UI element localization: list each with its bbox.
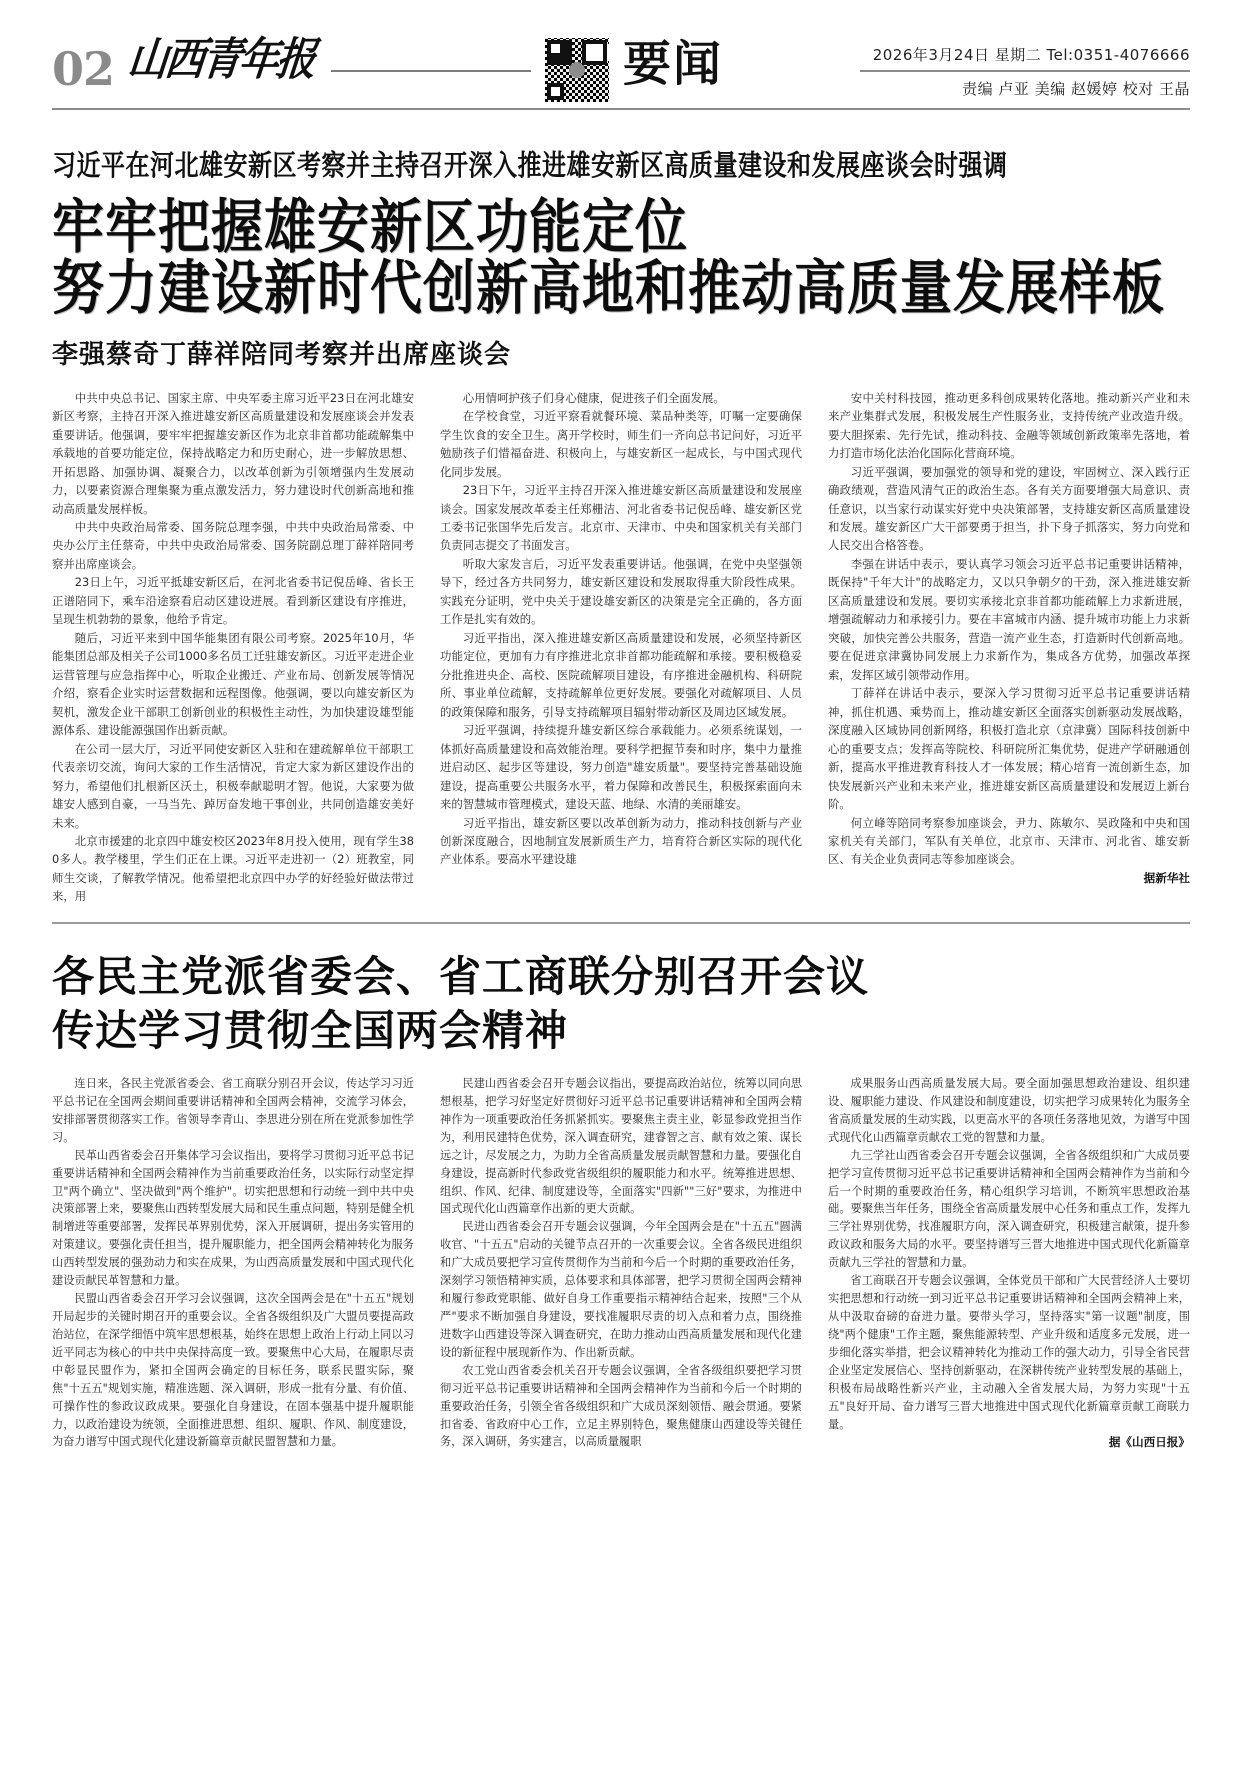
- paragraph: 中共中央政治局常委、国务院总理李强，中共中央政治局常委、中央办公厅主任蔡奇，中共中央政治局常委、国务院副总理丁薛祥陪同考察并出席座谈会。: [52, 520, 414, 571]
- qr-finder-top-right: [590, 40, 607, 57]
- paragraph: 民盟山西省委会召开学习会议强调，这次全国两会是在"十五五"规划开局起步的关键时期召开的重要会议。全省各级组织及广大盟员要提高政治站位，在深学细悟中筑牢思想根基，始终在思想上政治上行动上同以习近平同志为核心的中共中央保持高度一致。要聚焦中心大局，在履职尽责中彰显民盟作为，紧扣全国两会确定的目标任务，联系民盟实际，聚焦"十五五"规划实施，精准选题、深入调研，形成一批有分量、有价值、可操作性的参政议政成果。要强化自身建设，在固本强基中提升履职能力，以政治建设为统领，全面推进思想、组织、履职、作风、制度建设，为奋力谱写中国式现代化建设新篇章贡献民盟智慧和力量。: [52, 1292, 414, 1449]
- paragraph: 连日来，各民主党派省委会、省工商联分别召开会议，传达学习习近平总书记在全国两会期间重要讲话精神和全国两会精神，交流学习体会，安排部署贯彻落实工作。省领导李青山、李思进分别在所在党派参加性学习。: [52, 1077, 414, 1144]
- paragraph: 习近平指出，深入推进雄安新区高质量建设和发展，必须坚持新区功能定位，更加有力有序推进北京非首都功能疏解和承接。要积极稳妥分批推进央企、高校、医院疏解项目建设，有序推进金融机构、科研院所、事业单位疏解，支持疏解单位更好发展。要强化对疏解项目、人员的政策保障和服务，引导支持疏解项目辐射带动新区及周边区域发展。: [440, 630, 802, 719]
- qr-center-logo: [569, 62, 585, 78]
- masthead: [52, 30, 1190, 108]
- article-column-2: [440, 389, 802, 906]
- paragraph: 习近平指出，雄安新区要以改革创新为动力，推动科技创新与产业创新深度融合，因地制宜发展新质生产力，培育符合新区实际的现代化产业体系。要高水平建设雄: [440, 815, 802, 867]
- qr-finder-bottom-left: [547, 83, 564, 100]
- article2-column-2: [440, 1075, 802, 1452]
- article-headline-line-2: 努力建设新时代创新高地和推动高质量发展样板: [52, 254, 1166, 323]
- article-column-3: [828, 389, 1190, 906]
- paragraph: 成果服务山西高质量发展大局。要全面加强思想政治建设、组织建设、履职能力建设、作风建设和制度建设，切实把学习成果转化为服务全省高质量发展的生动实践，以更高水平的各项任务落地见效，为谱写中国式现代化山西篇章贡献农工党的智慧和力量。: [828, 1077, 1190, 1144]
- paragraph: 随后，习近平来到中国华能集团有限公司考察。2025年10月，华能集团总部及相关子公司1000多名员工迁驻雄安新区。习近平走进企业运营管理与应急指挥中心，听取企业搬迁、产业布局、创新发展等情况介绍，察看企业实时运营数据和远程图像。他强调，要以向雄安新区为契机，激发企业干部职工创新创业的积极性主动性，为加快建设雄型能源体系、建设能源强国作出新贡献。: [52, 630, 414, 738]
- masthead-rule-left: [331, 70, 531, 72]
- paragraph: 九三学社山西省委会召开专题会议强调，全省各级组织和广大成员要把学习宣传贯彻习近平总书记重要讲话精神和全国两会精神作为当前和今后一个时期的重要政治任务，精心组织学习培训，不断筑牢思想政治基础。要聚焦当年任务，围绕全省高质量发展中心任务和重点工作，发挥九三学社界别优势，找准履职方向，深入调查研究，积极建言献策，提升参政议政和服务大局的水平。要坚持谱写三晋大地推进中国式现代化新篇章贡献九三学社的智慧和力量。: [828, 1148, 1190, 1270]
- section-label: 要闻: [623, 36, 724, 92]
- article-lead: [52, 142, 1190, 906]
- article2-source-credit: 据《山西日报》: [1108, 1435, 1190, 1450]
- paragraph: 民建山西省委会召开专题会议指出，要提高政治站位，统筹以同向思想根基，把学习好坚定好贯彻好习近平总书记重要讲话精神和全国两会精神作为一项重要政治任务抓紧抓实。要聚焦主责主业，彰显参政党担当作为，利用民建特色优势，深入调查研究，建睿智之言、献有效之策、谋长远之计，尽发展之力，为助力全省高质量发展贡献智慧和力量。要强化自身建设，提高新时代参政党省级组织的履职能力和水平。统筹推进思想、组织、作风、纪律、制度建设等，全面落实"四新""三好"要求，为推进中国式现代化山西篇章作出新的更大贡献。: [440, 1077, 802, 1216]
- article-divider: [52, 922, 1190, 924]
- paragraph: 民革山西省委会召开集体学习会议指出，要将学习贯彻习近平总书记重要讲话精神和全国两会精神作为当前重要政治任务，以实际行动坚定捍卫"两个确立"、坚决做到"两个维护"。切实把思想和行动统一到中共中央决策部署上来，要聚焦山西转型发展大局和民生重点问题，特别是健全机制增进等重要部署，发挥民革界别优势，深入开展调研，提出务实管用的对策建议。要强化责任担当，提升履职能力，把全国两会精神转化为服务山西转型发展的强劲动力和实在成果，为山西高质量发展和中国式现代化建设贡献民革智慧和力量。: [52, 1148, 414, 1288]
- paragraph: 23日上午，习近平抵雄安新区后，在河北省委书记倪岳峰、省长王正谱陪同下，乘车沿途察看启动区建设进展。看到新区建设有序推进，呈现生机勃勃的景象，他给予肯定。: [52, 575, 414, 627]
- masthead-info: [860, 30, 1190, 99]
- paragraph: 农工党山西省委会机关召开专题会议强调，全省各级组织要把学习贯彻习近平总书记重要讲话精神和全国两会精神作为当前和今后一个时期的重要政治任务，引领全省各级组织和广大成员深刻领悟、融会贯通。要紧扣省委、省政府中心工作，立足主界别特色，聚焦健康山西建设等关键任务，深入调研，务实建言，以高质量履职: [440, 1363, 802, 1449]
- paragraph: 李强在讲话中表示，要认真学习领会习近平总书记重要讲话精神，既保持"千年大计"的战略定力，又以只争朝夕的干劲，深入推进雄安新区高质量建设和发展。要切实承接北京非首都功能疏解上力求新进展，增强疏解动力和承接引力。要在丰富城市内涵、提升城市功能上力求新突破，加快完善公共服务，营造一流产业生态，打造新时代创新高地。要在促进京津冀协同发展上力求新作为，集成各方优势，加强改革探索，发挥区域引领带动作用。: [828, 556, 1190, 682]
- masthead-rule-right: [860, 70, 1190, 72]
- article-shoulder-headline: 习近平在河北雄安新区考察并主持召开深入推进雄安新区高质量建设和发展座谈会时强调: [52, 149, 1008, 183]
- paragraph: 在公司一层大厅，习近平同使安新区入驻和在建疏解单位干部职工代表亲切交流，询问大家的工作生活情况，肯定大家为新区建设作出的努力，希望他们扎根新区沃土，积极奉献聪明才智。他说，大家要为做雄安人感到自豪，一马当先、踔厉奋发地干事创业，共同创造雄安美好未来。: [52, 741, 414, 830]
- qr-code-icon[interactable]: [545, 38, 609, 102]
- paragraph: 听取大家发言后，习近平发表重要讲话。他强调，在党中央坚强领导下，经过各方共同努力，雄安新区建设和发展取得重大阶段性成果。实践充分证明，党中央关于建设雄安新区的决策是完全正确的，各方面工作是扎实有效的。: [440, 556, 802, 627]
- newspaper-nameplate: 山西青年报: [125, 33, 316, 86]
- paragraph: 丁薛祥在讲话中表示，要深入学习贯彻习近平总书记重要讲话精神，抓住机遇、乘势而上，推动雄安新区全面落实创新驱动发展战略，深度融入区域协同创新网络，积极打造北京（京津冀）国际科技创新中心的重要支点；发挥高等院校、科研院所汇集优势，促进产学研融通创新，提高水平推进教育科技人才一体发展；精心培育一流创新生态，加快发展新兴产业和未来产业，推进雄安新区高质量建设和发展迈上新台阶。: [828, 686, 1190, 812]
- paragraph: 何立峰等陪同考察参加座谈会，尹力、陈敏尔、吴政隆和中央和国家机关有关部门，军队有关单位，北京市、天津市、河北省、雄安新区、有关企业负责同志等参加座谈会。: [828, 815, 1190, 867]
- article-subheadline: 李强蔡奇丁薛祥陪同考察并出席座谈会: [52, 339, 512, 370]
- article-secondary: [52, 950, 1190, 1452]
- paragraph: 习近平强调，持续提升雄安新区综合承载能力。必须系统谋划，一体抓好高质量建设和高效能治理。要科学把握节奏和时序，集中力量推进启动区、起步区等建设，努力创造"雄安质量"。要坚持完善基础设施建设，提高重要公共服务水平，着力保障和改善民生，积极探索面向未来的智慧城市管理模式，建设天蓝、地绿、水清的美丽雄安。: [440, 723, 802, 812]
- article2-headline-line-1: 各民主党派省委会、省工商联分别召开会议: [52, 951, 870, 1001]
- article2-column-1: [52, 1075, 414, 1452]
- article2-headline-line-2: 传达学习贯彻全国两会精神: [52, 1006, 569, 1056]
- paragraph: 心用情呵护孩子们身心健康，促进孩子们全面发展。: [462, 390, 725, 405]
- qr-finder-top-left: [547, 40, 564, 57]
- paragraph: 习近平强调，要加强党的领导和党的建设，牢固树立、深入践行正确政绩观，营造风清气正的政治生态。各有关方面要增强大局意识、责任意识，以当家行动谋实好党中央决策部署，支持雄安新区高质量建设和发展。雄安新区广大干部要勇于担当，扑下身子抓落实，努力向党和人民交出合格答卷。: [828, 464, 1190, 553]
- article-column-1: [52, 389, 414, 906]
- paragraph: 在学校食堂，习近平察看就餐环境、菜品种类等，叮嘱一定要确保学生饮食的安全卫生。离开学校时，师生们一齐向总书记问好，习近平勉励孩子们惜福奋进、积极向上，与雄安新区一起成长，与中国式现代化同步发展。: [440, 409, 802, 479]
- article2-body-columns: [52, 1075, 1190, 1452]
- masthead-bottom-rule: [52, 108, 1190, 110]
- editor-credits-line: 责编 卢亚 美编 赵媛婷 校对 王晶: [962, 80, 1190, 98]
- article-body-columns: [52, 389, 1190, 906]
- paragraph: 北京市援建的北京四中雄安校区2023年8月投入使用，现有学生380多人。教学楼里，学生们正在上课。习近平走进初一（2）班教室，同师生交谈，了解教学情况。他希望把北京四中办学的好经验好做法带过来，用: [52, 833, 414, 904]
- paragraph: 安中关村科技园，推动更多科创成果转化落地。推动新兴产业和未来产业集群式发展，积极发展生产性服务业，支持传统产业改造升级。要大胆探索、先行先试，推动科技、金融等领域创新政策率先落地，着力打造市场化法治化国际化营商环境。: [828, 390, 1190, 461]
- article2-column-3: [828, 1075, 1190, 1452]
- paragraph: 省工商联召开专题会议强调，全体党员干部和广大民营经济人士要切实把思想和行动统一到习近平总书记重要讲话精神和全国两会精神上来，从中汲取奋磅的奋进力量。要带头学习，坚持落实"第一议题"制度，围绕"两个健康"工作主题，聚焦能源转型、产业升级和适度多元发展，进一步细化落实举措，把会议精神转化为推动工作的强大动力，引导全省民营企业坚定发展信心、坚持创新驱动，在深耕传统产业转型发展的基础上，积极布局战略性新兴产业，主动融入全省发展大局，为努力实现"十五五"良好开局、奋力谱写三晋大地推进中国式现代化新篇章贡献工商联力量。: [828, 1274, 1190, 1431]
- article-source-credit: 据新华社: [1143, 870, 1190, 885]
- paragraph: 23日下午，习近平主持召开深入推进雄安新区高质量建设和发展座谈会。国家发展改革委主任郑栅洁、河北省委书记倪岳峰、雄安新区党工委书记张国华先后发言。北京市、天津市、中央和国家机关有关部门负责同志提交了书面发言。: [440, 483, 802, 553]
- page-folio-number: 02: [52, 42, 115, 96]
- paragraph: 中共中央总书记、国家主席、中央军委主席习近平23日在河北雄安新区考察，主持召开深入推进雄安新区高质量建设和发展座谈会并发表重要讲话。他强调，要牢牢把握雄安新区作为北京非首都功能疏解集中承载地的首要功能定位，保持战略定力和历史耐心，进一步解放思想、开拓思路、加强协调、凝聚合力，以改革创新为引领增强内生发展动力，以要素资源合理集聚为重点激发活力，努力建设时代创新高地和推动高质量发展样板。: [52, 390, 414, 516]
- publication-date-line: 2026年3月24日 星期二 Tel:0351-4076666: [872, 46, 1190, 64]
- article-headline-line-1: 牢牢把握雄安新区功能定位: [52, 193, 689, 262]
- paragraph: 民进山西省委会召开专题会议强调，今年全国两会是在"十五五"圆满收官、"十五五"启动的关键节点召开的一次重要会议。全省各级民进组织和广大成员要把学习宣传贯彻作为当前和今后一个时期的重要政治任务，深刻学习领悟精神实质，总体要求和具体部署，把学习贯彻全国两会精神和履行参政党职能、做好自身工作重要指示精神结合起来，按照"三个从严"要求不断加强自身建设，要找准履职尽责的切入点和着力点，围绕推进数字山西建设等深入调查研究，在助力推动山西高质量发展和现代化建设的新征程中展现新作为、作出新贡献。: [440, 1220, 802, 1359]
